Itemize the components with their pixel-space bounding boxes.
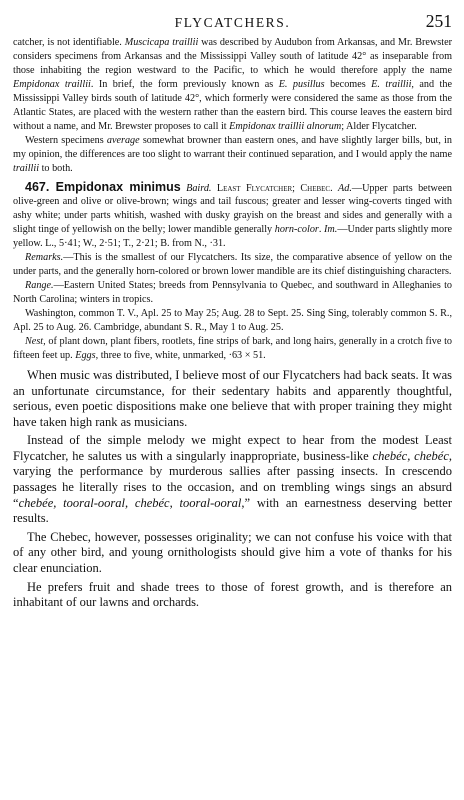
narrative-section: [13, 368, 452, 611]
page-number: 251: [425, 11, 452, 31]
running-header: [13, 10, 452, 36]
book-page: [13, 10, 452, 614]
species-authority: Baird.: [186, 182, 212, 194]
species-nest-eggs: Nest, of plant down, plant fibers, rootlets, fine strips of bark, and long hairs, generally in a crotch five to fifteen feet up. Eggs, three to five, white, unmarked, ·63 × 51.: [13, 336, 452, 361]
species-common-name: Least Flycatcher; Chebec.: [216, 182, 333, 194]
species-description: 467. Empidonax minimus Baird. Least Flycatcher; Chebec. Ad.—Upper parts between olive-green and olive or olive-brown; wings and tail fuscous; greater and lesser wing-coverts tinged with ashy white; under parts whitish, washed with dusky grayish on the breast and sides and generally with a slight tinge of yellowish on the belly; lower mandible generally horn-color. Im.—Under parts slightly more yellow. L., 5·41; W., 2·51; T., 2·21; B. from N., ·31.: [13, 179, 453, 250]
intro-paragraph-1: catcher, is not identifiable. Muscicapa traillii was described by Audubon from Arkansas, and Mr. Brewster considers specimens from Arkansas and the Mississippi Valley south of latitude 42° as inseparable from those inhabiting the region westward to the Pacific, to which he would therefore apply the name Empidonax traillii. In brief, the form previously known as E. pusillus becomes E. traillii, and the Mississippi Valley birds south of latitude 42°, which formerly were considered the same as those from the Atlantic States, are placed with the western rather than the eastern bird. This course leaves the eastern bird without a name, and Mr. Brewster proposes to call it Empidonax traillii alnorum; Alder Flycatcher.: [13, 37, 453, 132]
narrative-paragraph-4: He prefers fruit and shade trees to those of forest growth, and is therefore an inhabitant of our lawns and orchards.: [13, 579, 452, 610]
intro-paragraph-2: Western specimens average somewhat browner than eastern ones, and have slightly larger bills, but, in my opinion, the differences are too slight to warrant their continued separation, and I would apply the name traillii to both.: [13, 134, 452, 174]
species-remarks: Remarks.—This is the smallest of our Flycatchers. Its size, the comparative absence of yellow on the under parts, and the generally horn-colored or brown lower mandible are its chief distinguishing characters.: [13, 252, 452, 278]
narrative-paragraph-2: Instead of the simple melody we might expect to hear from the modest Least Flycatcher, he salutes us with a singularly inappropriate, business-like chebéc, chebéc, varying the performance by murderous sallies after passing insects. In crescendo passages he literally rises to the occasion, and on trembling wings sings an absurd “chebée, tooral-ooral, chebéc, tooral-ooral,” with an earnestness deserving better results.: [13, 433, 452, 526]
species-heading: 467. Empidonax minimus: [25, 179, 181, 194]
running-title: FLYCATCHERS.: [174, 15, 291, 30]
narrative-paragraph-1: When music was distributed, I believe most of our Flycatchers had back seats. It was an unfortunate circumstance, for their sedentary habits and apparently thoughtful, serious, even poetic dispositions make one believe that with proper training they might have taken high rank as musicians.: [13, 367, 452, 429]
species-records: Washington, common T. V., Apl. 25 to May 25; Aug. 28 to Sept. 25. Sing Sing, tolerably common S. R., Apl. 25 to Aug. 26. Cambridge, abundant S. R., May 1 to Aug. 25.: [13, 308, 452, 334]
narrative-paragraph-3: The Chebec, however, possesses originality; we can not confuse his voice with that of any other bird, and young ornithologists should give him a vote of thanks for his clear enunciation.: [13, 529, 452, 576]
species-range: Range.—Eastern United States; breeds from Pennsylvania to Quebec, and southward in Alleghanies to North Carolina; winters in tropics.: [13, 280, 452, 306]
small-print-section: [13, 36, 452, 363]
